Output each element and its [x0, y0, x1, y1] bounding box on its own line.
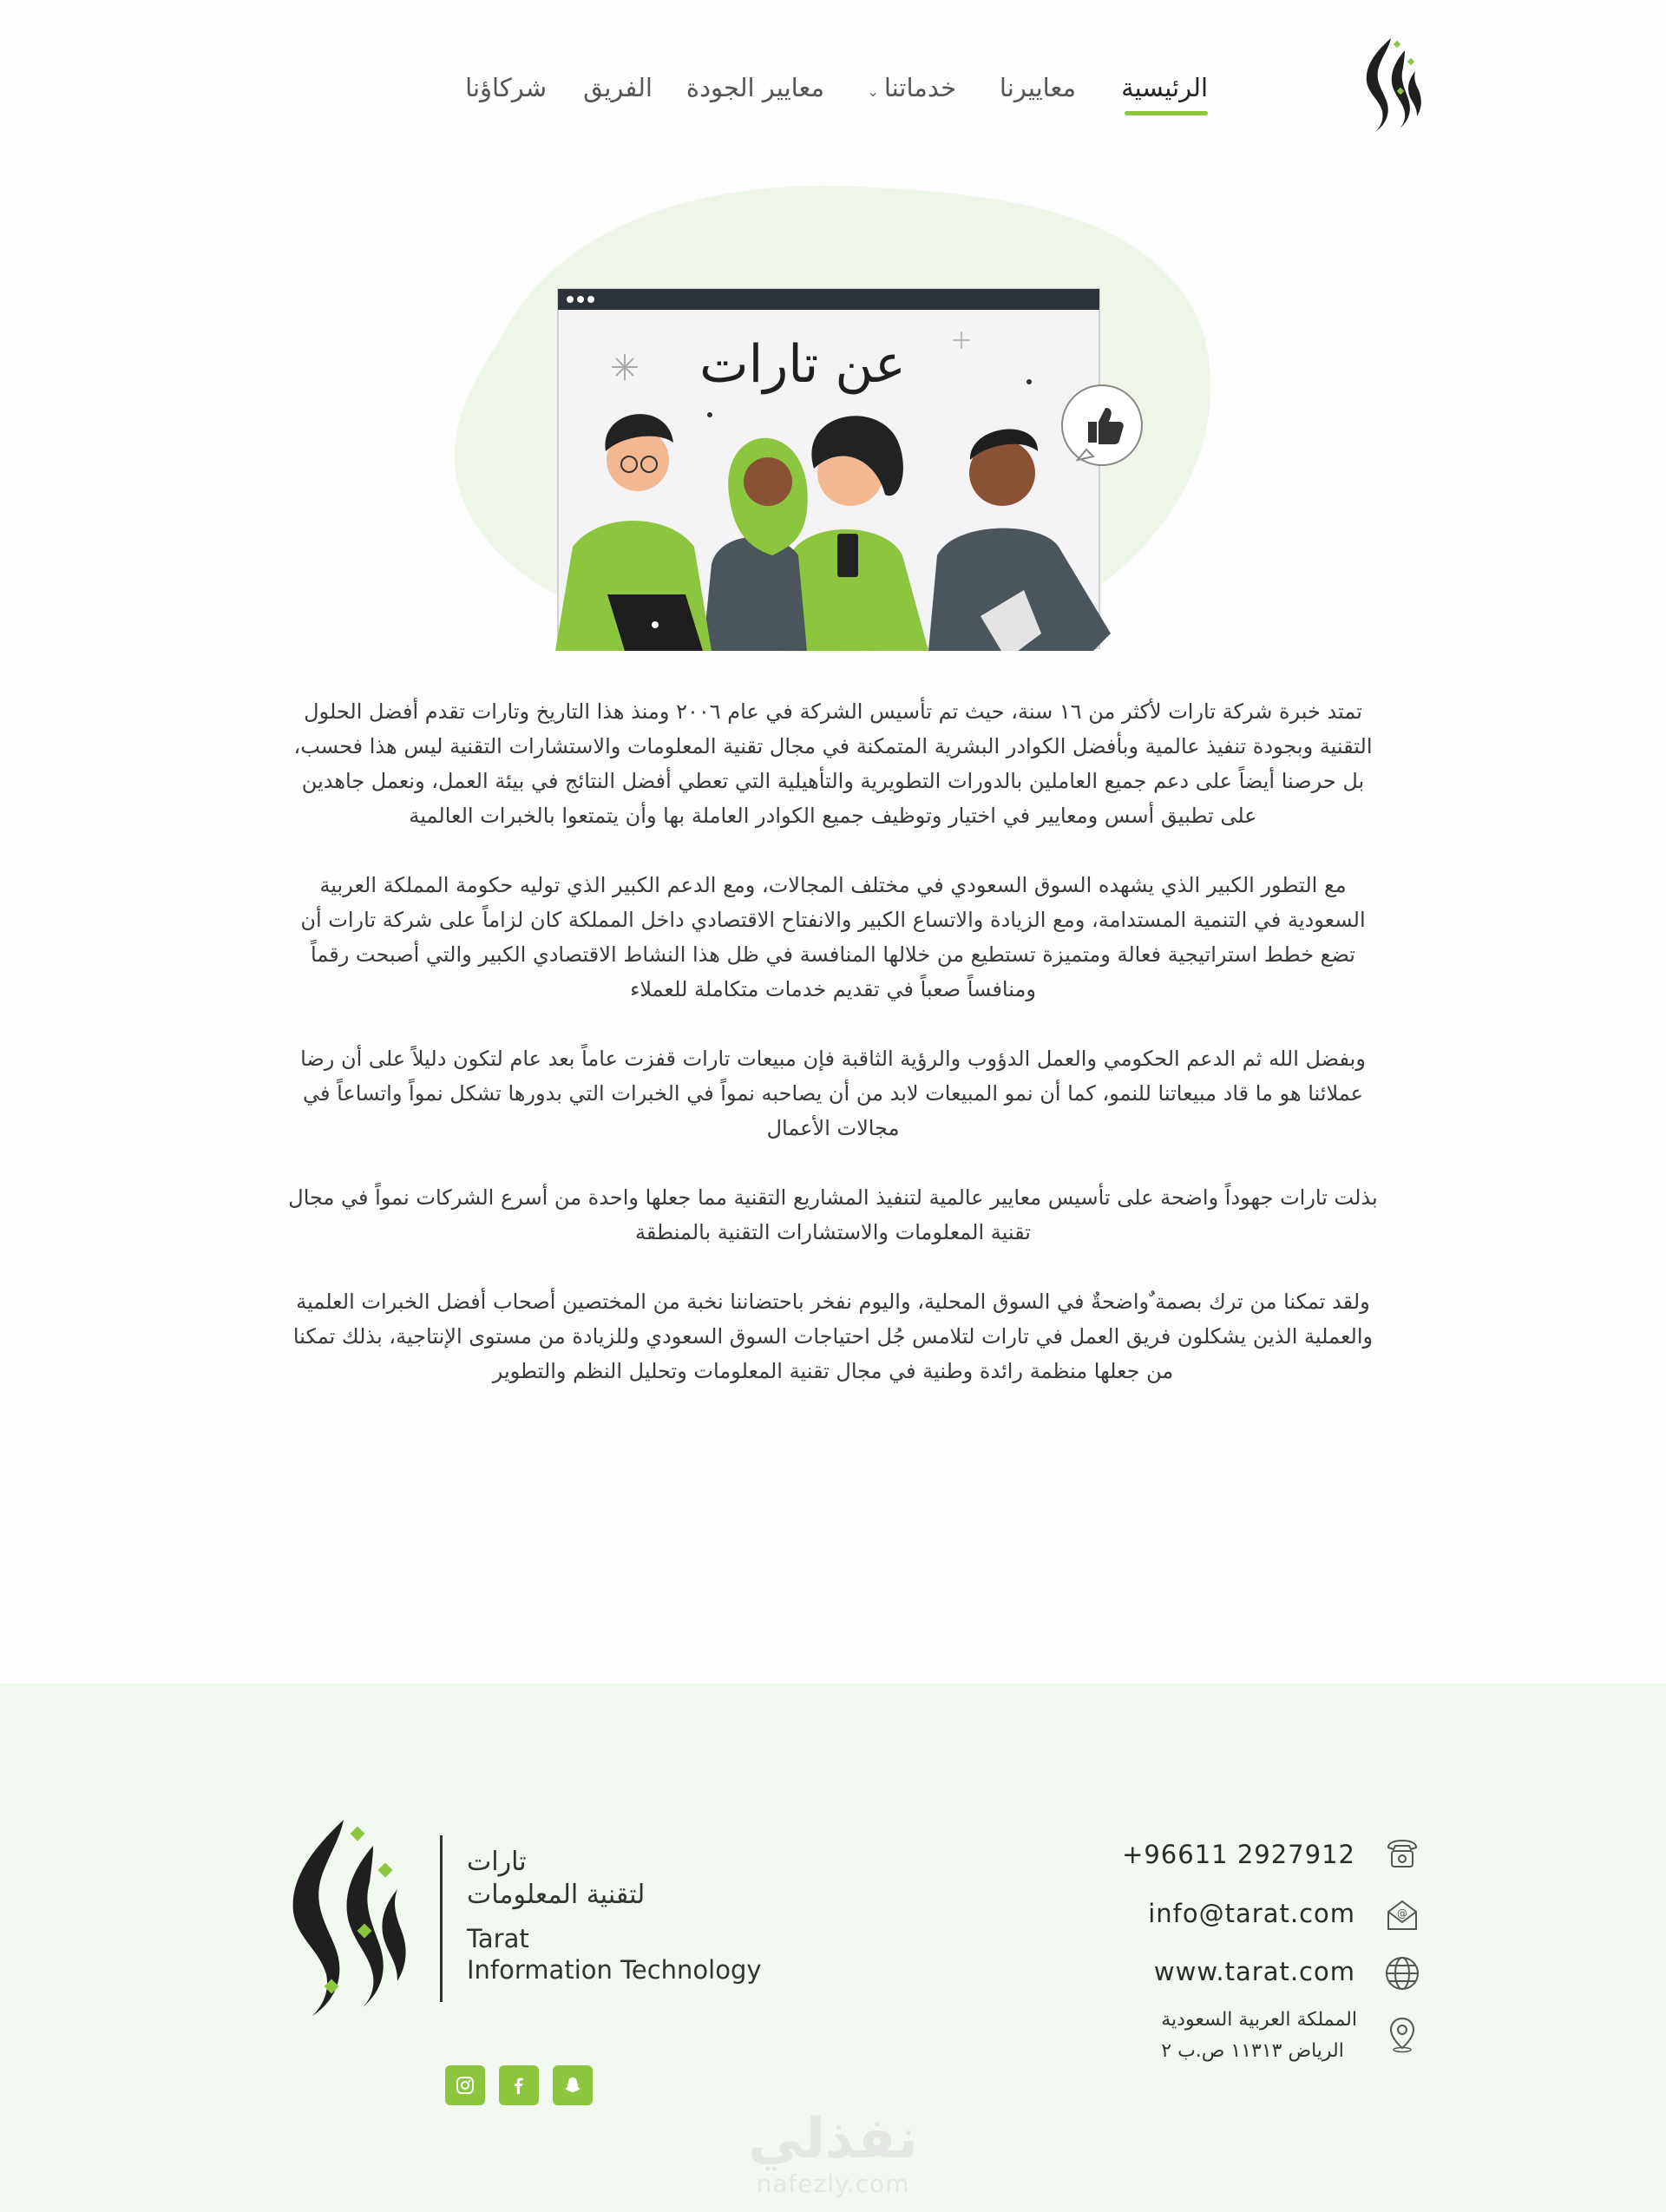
- about-paragraph-1: تمتد خبرة شركة تارات لأكثر من ١٦ سنة، حيث تم تأسيس الشركة في عام ٢٠٠٦ ومنذ هذا التاريخ وتارات تقدم أفضل الحلول التقنية وبجودة تنفيذ عالمية وبأفضل الكوادر البشرية المتمكنة في مجال تقنية المعلومات والاستشارات التقنية ليس هذا فحسب، بل حرصنا أيضاً على دعم جميع العاملين بالدورات التطويرية والتأهيلية التي تعطي أفضل النتائج في بيئة العمل، ونعمل جاهدين على تطبيق أسس ومعايير في اختيار وتوظيف جميع الكوادر العاملة بها وأن يتمتعوا بالخبرات العالمية: [293, 699, 1373, 828]
- footer-address-line1: المملكة العربية السعودية: [1161, 2009, 1357, 2031]
- nav-services[interactable]: [867, 68, 956, 112]
- about-paragraph-3: وبفضل الله ثم الدعم الحكومي والعمل الدؤوب والرؤية الثاقبة فإن مبيعات تارات قفزت عاماً بعد عام لتكون دليلاً على أن رضا عملائنا هو ما قاد مبيعاتنا للنمو، كما أن نمو المبيعات لابد من أن يصاحبه نمواً في الخبرات التي بدورها تشكل نمواً واتساعاً في مجالات الأعمال: [300, 1047, 1366, 1140]
- nav-home[interactable]: الرئيسية: [1121, 73, 1208, 102]
- watermark-english: nafezly.com: [756, 2169, 910, 2198]
- location-pin-icon: [1383, 2015, 1421, 2053]
- facebook-button[interactable]: [499, 2065, 539, 2105]
- email-icon: [1383, 1896, 1421, 1934]
- instagram-icon: [455, 2075, 476, 2096]
- footer-brand-english: [467, 1923, 762, 1986]
- about-section: [286, 694, 1380, 1423]
- globe-icon: [1383, 1954, 1421, 1992]
- snapchat-icon: [562, 2075, 583, 2096]
- hero-title: عن تارات: [699, 334, 906, 395]
- about-paragraph-4: بذلت تارات جهوداً واضحة على تأسيس معايير عالمية لتنفيذ المشاريع التقنية مما جعلها واحدة من أسرع الشركات نمواً في مجال تقنية المعلومات والاستشارات التقنية بالمنطقة: [288, 1185, 1378, 1244]
- watermark-arabic: نفذلي: [748, 2107, 918, 2171]
- about-paragraph-5: ولقد تمكنا من ترك بصمة ٌواضحةٌ في السوق المحلية، واليوم نفخر باحتضاننا نخبة من المختصين أصحاب أفضل الخبرات العلمية والعملية الذين يشكلون فريق العمل في تارات لتلامس جُل احتياجات السوق السعودي وللزيادة من مستوى الإنتاجية، بذلك تمكنا من جعلها منظمة رائدة وطنية في مجال تقنية المعلومات وتحليل النظم والتطوير: [292, 1290, 1374, 1383]
- footer-phone[interactable]: +96611 2927912: [1122, 1840, 1355, 1869]
- footer-divider: [440, 1835, 443, 2002]
- footer-address-line2: الرياض ١١٣١٣ ص.ب ٢: [1161, 2040, 1344, 2062]
- nav-quality-standards[interactable]: معايير الجودة: [685, 73, 824, 102]
- footer-address: [1161, 2005, 1357, 2067]
- footer-brand-en-line1: Tarat: [467, 1924, 529, 1953]
- footer-email[interactable]: info@tarat.com: [1148, 1899, 1355, 1928]
- instagram-button[interactable]: [445, 2065, 485, 2105]
- footer-brand-ar-line1: تارات: [467, 1847, 527, 1877]
- nafezly-watermark: [738, 2109, 928, 2204]
- svg-text:@: @: [1397, 1907, 1407, 1920]
- footer-brand-en-line2: Information Technology: [467, 1955, 762, 1985]
- snapchat-button[interactable]: [553, 2065, 593, 2105]
- footer-website[interactable]: www.tarat.com: [1153, 1957, 1355, 1986]
- hero-illustration: [555, 286, 1163, 651]
- footer-brand-arabic: [467, 1846, 645, 1912]
- about-paragraph-2: مع التطور الكبير الذي يشهده السوق السعودي في مختلف المجالات، ومع الدعم الكبير الذي توليه حكومة المملكة العربية السعودية في التنمية المستدامة، ومع الزيادة والاتساع الكبير والانفتاح الاقتصادي داخل المملكة كان لزاماً على شركة تارات أن تضع خطط استراتيجية فعالة ومتميزة تستطيع من خلالها المنافسة في ظل هذا النشاط الاقتصادي الكبير والتي أصبحت رقماً ومنافساً صعباً في تقديم خدمات متكاملة للعملاء: [300, 873, 1366, 1001]
- nav-services-label: خدماتنا: [883, 73, 956, 102]
- facebook-icon: [508, 2075, 529, 2096]
- main-nav: [0, 68, 1666, 120]
- chevron-down-icon: ⌄: [867, 83, 879, 100]
- active-nav-indicator: [1125, 111, 1208, 115]
- footer-brand-ar-line2: لتقنية المعلومات: [467, 1880, 646, 1910]
- nav-standards[interactable]: معاييرنا: [999, 73, 1076, 102]
- nav-team[interactable]: الفريق: [583, 73, 653, 102]
- nav-partners[interactable]: شركاؤنا: [465, 73, 547, 102]
- phone-icon: [1383, 1835, 1421, 1874]
- footer-tarat-logo: [274, 1816, 410, 2018]
